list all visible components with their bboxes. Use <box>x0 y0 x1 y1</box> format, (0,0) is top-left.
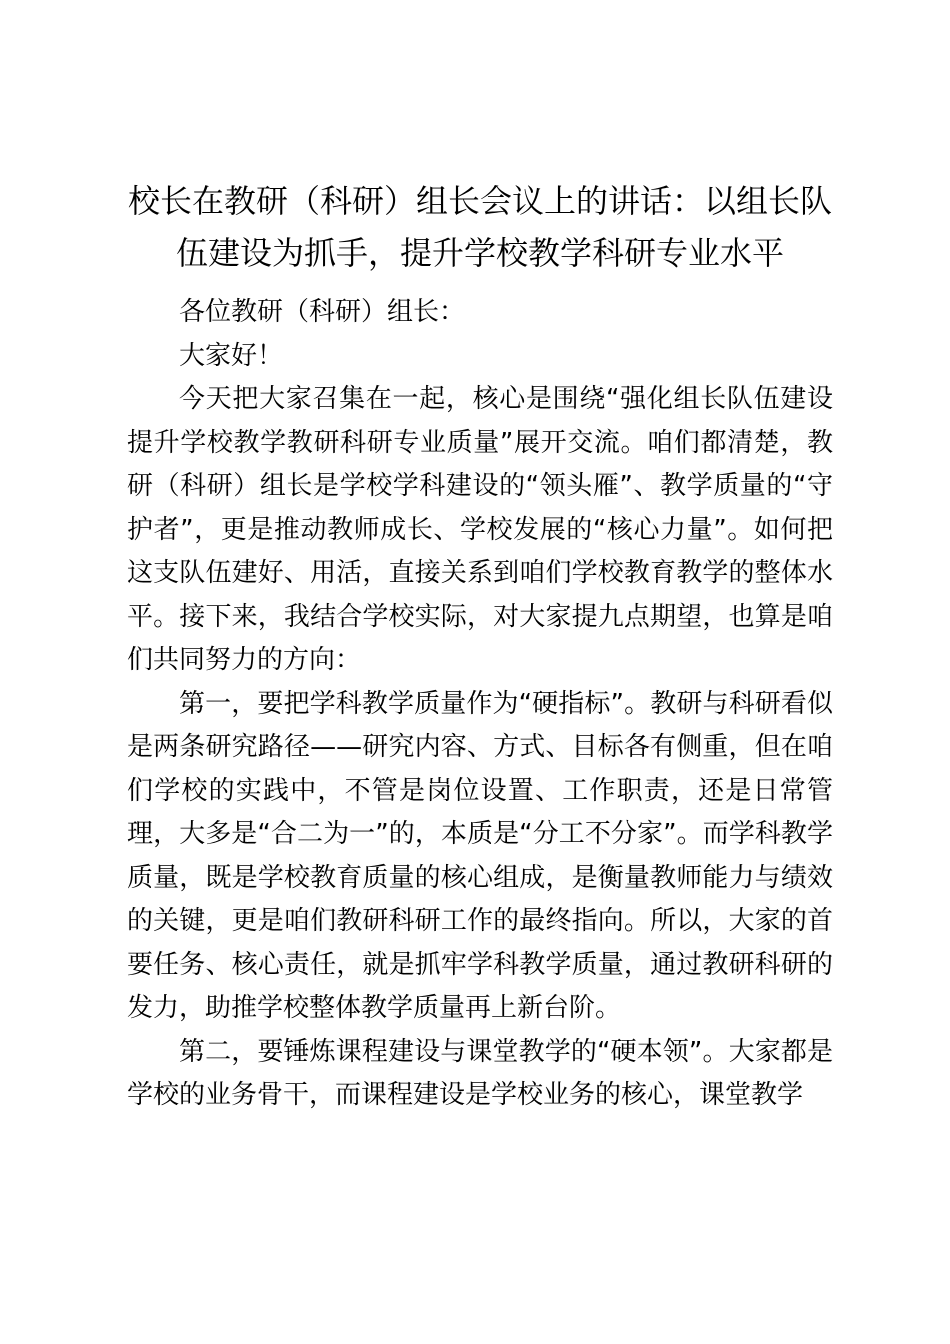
body-paragraph-first-point: 第一，要把学科教学质量作为“硬指标”。教研与科研看似是两条研究路径——研究内容、方式、目标各有侧重，但在咱们学校的实践中，不管是岗位设置、工作职责，还是日常管理，大多是“合二为一”的，本质是“分工不分家”。而学科教学质量，既是学校教育质量的核心组成，是衡量教师能力与绩效的关键，更是咱们教研科研工作的最终指向。所以，大家的首要任务、核心责任，就是抓牢学科教学质量，通过教研科研的发力，助推学校整体教学质量再上新台阶。 <box>127 688 833 1023</box>
body-paragraph-intro: 今天把大家召集在一起，核心是围绕“强化组长队伍建设提升学校教学教研科研专业质量”展开交流。咱们都清楚，教研（科研）组长是学校学科建设的“领头雁”、教学质量的“守护者”，更是推动教师成长、学校发展的“核心力量”。如何把这支队伍建好、用活，直接关系到咱们学校教育教学的整体水平。接下来，我结合学校实际，对大家提九点期望，也算是咱们共同努力的方向： <box>127 384 833 675</box>
salutation: 各位教研（科研）组长： <box>179 297 466 327</box>
greeting: 大家好！ <box>179 340 284 371</box>
body-paragraph-second-point: 第二，要锤炼课程建设与课堂教学的“硬本领”。大家都是学校的业务骨干，而课程建设是学校业务的核心，课堂教学 <box>127 1036 833 1110</box>
document-page <box>127 175 833 1118</box>
document-title: 校长在教研（科研）组长会议上的讲话：以组长队伍建设为抓手，提升学校教学科研专业水平 <box>127 182 832 272</box>
